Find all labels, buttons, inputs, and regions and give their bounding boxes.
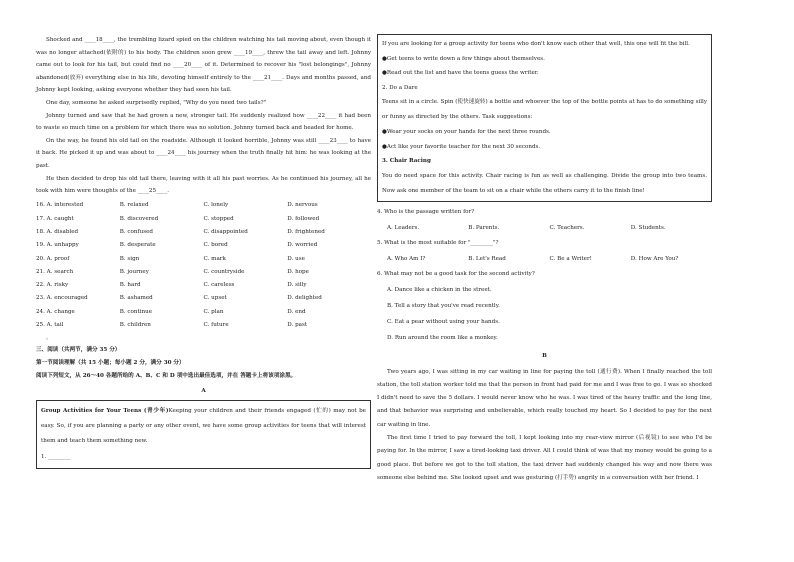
box-line: ●Read out the list and have the teens guess the writer.	[382, 70, 539, 76]
option[interactable]: D. Students.	[630, 224, 666, 231]
option-cell[interactable]: 22. A. risky	[36, 282, 69, 289]
passage-paragraph: Shocked and ____18____, the trembling lizard spied on the children watching his tail moving about, even though it was no longer attached(依附的) to his body. The children soon grew ____19____, threw the tail away and left. Johnny came out to look for his tail, but could find no ____20____ of it. Determined to recover his "lost belongings", Johnny abandoned(放弃) everything else in his life, devoting himself entirely to the ____21____. Days and months passed, and Johnny kept looking, asking everyone whether they had seen his tail.	[36, 37, 371, 94]
passage-a-box	[36, 400, 371, 469]
question-4: 4. Who is the passage written for?	[377, 208, 475, 215]
option-cell[interactable]: D. delighted	[287, 295, 322, 302]
option-cell[interactable]: 23. A. encouraged	[36, 295, 88, 302]
option-cell[interactable]: D. hope	[287, 268, 309, 275]
right-column	[377, 34, 712, 485]
option-cell[interactable]: 20. A. proof	[36, 255, 70, 262]
option-cell[interactable]: 24. A. change	[36, 308, 75, 315]
option-row	[36, 265, 371, 278]
option-cell[interactable]: B. relaxed	[119, 202, 149, 209]
option-cell[interactable]: B. journey	[119, 268, 149, 275]
option-cell[interactable]: C. stopped	[203, 215, 234, 222]
passage-b-paragraph: Two years ago, I was sitting in my car waiting in line for paying the toll (通行费). When I finally reached the toll station, the toll station worker told me that the person in front had paid for me and I was free to go. I was so shocked I didn't need to save the 5 dollars. I would never know who he was. I was tired of the heavy traffic and the long line, and that behavior was surprising and unbelievable, which really touched my heart. So I decided to pay for the next car waiting in line.	[377, 368, 712, 428]
option-cell[interactable]: D. frightened	[287, 228, 325, 235]
option-cell[interactable]: C. disappointed	[203, 228, 248, 235]
option-cell[interactable]: C. mark	[203, 255, 226, 262]
option[interactable]: B. Let's Read	[468, 255, 506, 262]
option[interactable]: C. Teachers.	[549, 224, 585, 231]
option[interactable]: B. Parents.	[468, 224, 500, 231]
instruction: 阅读下列短文，从 26～40 各题所给的 A、B、C 和 D 项中选出最佳选项，并在 答题卡上将该项涂黑。	[36, 372, 297, 379]
option[interactable]: B. Tell a story that you've read recently.	[387, 302, 500, 309]
option[interactable]: C. Eat a pear without using your hands.	[387, 318, 500, 325]
option[interactable]: D. How Are You?	[630, 255, 679, 262]
separator-dot: 。	[46, 334, 52, 341]
box-question-1: 1. ________	[41, 453, 71, 460]
option-row	[36, 212, 371, 225]
option-cell[interactable]: C. countryside	[203, 268, 245, 275]
option-row	[36, 279, 371, 292]
option-cell[interactable]: B. ashamed	[119, 295, 153, 302]
passage-paragraph: On the way, he found his old tail on the roadside. Although it looked horrible, Johnny was still ____23____ to have it back. He picked it up and was about to ____24____ his journey when the truth finally hit him: he was looking at the past.	[36, 137, 371, 169]
box-lead: Group Activities for Your Teens (青少年)	[41, 407, 169, 414]
option[interactable]: C. Be a Writer!	[549, 255, 592, 262]
question-4-options	[377, 220, 712, 236]
option-cell[interactable]: B. hard	[119, 282, 141, 289]
option-cell[interactable]: 19. A. unhappy	[36, 242, 79, 249]
dare-text: Teens sit in a circle. Spin (使快速旋转) a bottle and whoever the top of the bottle points at has to do something silly or funny as directed by the others. Task suggestions:	[382, 99, 707, 120]
question-6: 6. What may not be a good task for the second activity?	[377, 270, 535, 277]
option-cell[interactable]: D. followed	[287, 215, 320, 222]
box-text: Keeping your children and their friends engaged (忙的) may not be easy. So, if you are planning a party or any other event, we have some group activities for teens that will interest them and teach them something new.	[41, 407, 366, 444]
option-cell[interactable]: D. silly	[287, 282, 307, 289]
chair-title: 3. Chair Racing	[382, 158, 431, 164]
option[interactable]: A. Leaders.	[387, 224, 420, 231]
option-cell[interactable]: B. continue	[119, 308, 153, 315]
sub-title: 第一节阅读理解（共 15 小题；每小题 2 分，满分 30 分）	[36, 359, 185, 366]
passage-paragraph: He then decided to drop his old tail there, leaving with it all his past worries. As he continued his journey, all he took with him were thoughts of the ____25____.	[36, 175, 371, 195]
option-row	[36, 199, 371, 212]
option-row	[36, 292, 371, 305]
passage-paragraph: One day, someone he asked surprisedly replied, "Why do you need two tails?"	[46, 99, 267, 106]
box-line: If you are looking for a group activity for teens who don't know each other that well, this one will fit the bill.	[382, 41, 690, 47]
option-row	[36, 225, 371, 238]
option-cell[interactable]: B. discovered	[119, 215, 159, 222]
option-row	[36, 305, 371, 318]
box-line: ●Get teens to write down a few things about themselves.	[382, 55, 545, 62]
option[interactable]: D. Run around the room like a monkey.	[387, 334, 498, 341]
question-5-options	[377, 251, 712, 267]
option-cell[interactable]: 21. A. search	[36, 268, 74, 275]
option-cell[interactable]: C. careless	[203, 282, 235, 289]
option-cell[interactable]: D. nervous	[287, 202, 318, 209]
option-cell[interactable]: 17. A. caught	[36, 215, 74, 222]
option-cell[interactable]: D. end	[287, 308, 306, 315]
chair-text: You do need space for this activity. Chair racing is fun as well as challenging. Divide the group into two teams. Now ask one member of the team to sit on a chair while the others carry it to the finish line!	[382, 172, 707, 194]
option-row	[36, 252, 371, 265]
passage-paragraph: Johnny turned and saw that he had grown a new, stronger tail. He suddenly realized how ____22____ it had been to waste so much time on a problem for which there was no solution. Johnny turned back and headed for home.	[36, 112, 371, 132]
option-cell[interactable]: D. worried	[287, 242, 318, 249]
passage-b-paragraph: The first time I tried to pay forward the toll, I kept looking into my rear-view mirror (后视镜) to see who I'd be paying for. In the mirror, I saw a tired-looking taxi driver. All I could think of was that my money would be going to a good place. But before we got to the toll station, the taxi driver had suddenly changed his way and now there was someone else behind me. She looked upset and was gesturing (打手势) angrily in a conversation with her friend. I	[377, 434, 712, 481]
passage-label-a: A	[201, 387, 206, 394]
options-table	[36, 199, 371, 332]
option-cell[interactable]: C. plan	[203, 308, 224, 315]
option-cell[interactable]: C. upset	[203, 295, 227, 302]
dare-bullet: ●Act like your favorite teacher for the next 30 seconds.	[382, 143, 541, 150]
dare-title: 2. Do a Dare	[382, 84, 418, 91]
option[interactable]: A. Who Am I?	[387, 255, 426, 262]
option-cell[interactable]: B. sign	[119, 255, 140, 262]
option-cell[interactable]: B. children	[119, 322, 151, 329]
option-cell[interactable]: C. future	[203, 322, 229, 329]
option-cell[interactable]: C. bored	[203, 242, 228, 249]
question-5: 5. What is the most suitable for "________"?	[377, 239, 499, 246]
box-intro	[41, 404, 366, 449]
option-cell[interactable]: B. desperate	[119, 242, 156, 249]
option-cell[interactable]: 16. A. interested	[36, 202, 84, 209]
option-cell[interactable]: D. use	[287, 255, 305, 262]
option-cell[interactable]: C. lonely	[203, 202, 229, 209]
option[interactable]: A. Dance like a chicken in the street.	[387, 286, 492, 293]
section-title: 三、阅读（共两节，满分 35 分）	[36, 346, 121, 353]
option-cell[interactable]: D. past	[287, 322, 308, 329]
option-cell[interactable]: 25. A. tail	[36, 322, 64, 329]
dare-bullet: ●Wear your socks on your hands for the next three rounds.	[382, 129, 551, 135]
passage-label-b: B	[542, 352, 547, 359]
left-column	[36, 34, 371, 469]
passage-a-box-continued	[377, 34, 712, 202]
option-cell[interactable]: 18. A. disabled	[36, 228, 79, 235]
option-cell[interactable]: B. confused	[119, 228, 153, 235]
option-row	[36, 318, 371, 331]
option-row	[36, 239, 371, 252]
